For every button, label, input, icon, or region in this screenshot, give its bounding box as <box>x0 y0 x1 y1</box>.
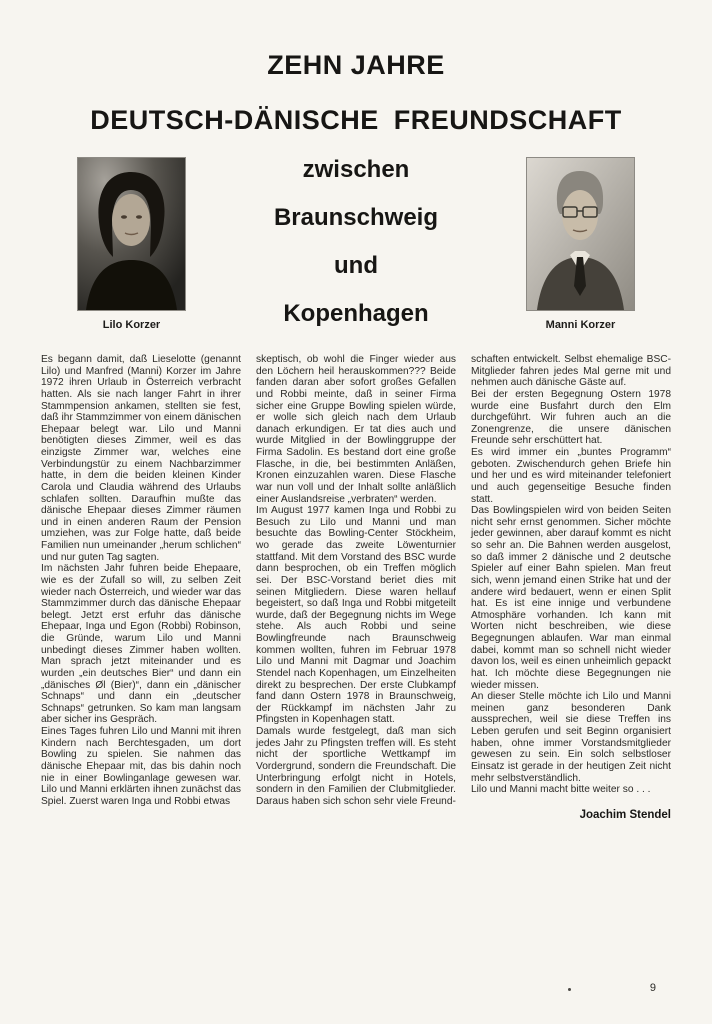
text-column-3 <box>471 354 671 822</box>
subtitle-stack <box>185 158 527 326</box>
scan-artifact-dot <box>568 988 571 991</box>
photo-manni <box>527 158 634 331</box>
text-column-2 <box>256 354 456 822</box>
article-body <box>0 354 712 822</box>
photo-lilo <box>78 158 185 331</box>
subtitle-kopenhagen: Kopenhagen <box>283 300 429 327</box>
article-title-line2: DEUTSCH-DÄNISCHE FREUNDSCHAFT <box>90 105 622 135</box>
portrait-photo-lilo <box>78 158 185 310</box>
text-column-1 <box>41 354 241 822</box>
intro-section <box>0 136 712 340</box>
portrait-photo-manni <box>527 158 634 310</box>
paragraph: Im nächsten Jahr fuhren beide Ehepaare, wie es der Zufall so will, zu selben Zeit wieder nach Österreich, und wieder war das Stammzimmer durch das dänische Ehepaar belegt. Jetzt erst erfuhr das dänische Ehepaar, Inga und Egon (Robbi) Robinson, die Gründe, warum Lilo und Manni unbedingt dieses Zimmer haben wollten. Man sprach jetzt miteinander und es wurden „ein deutsches Bier“ und dann ein „dänisches Øl (Bier)“, dann ein „dänischer Schnaps“ und dann ein „deutscher Schnaps“ getrunken. So kam man langsam aber sicher ins Gespräch. <box>41 563 241 726</box>
article-title-line1: ZEHN JAHRE <box>267 50 445 80</box>
woman-portrait-illustration <box>78 158 185 310</box>
subtitle-und: und <box>334 252 378 279</box>
paragraph: Es wird immer ein „buntes Programm“ geboten. Zwischendurch gehen Briefe hin und her und es wird miteinander telefoniert und auch gegenseitige Besuche finden statt. <box>471 447 671 505</box>
paragraph: Lilo und Manni macht bitte weiter so . . . <box>471 784 651 796</box>
paragraph: An dieser Stelle möchte ich Lilo und Manni meinen ganz besonderen Dank aussprechen, weil sie diese Treffen ins Leben gerufen und seit Beginn organisiert haben, ohne immer Vorstandsmitglieder gewesen zu sein. Ein solch selbstloser Einsatz ist gerade in der heutigen Zeit nicht mehr selbstverständlich. <box>471 691 671 784</box>
article-header <box>0 0 712 136</box>
man-portrait-illustration <box>527 158 634 310</box>
paragraph: Es begann damit, daß Lieselotte (genannt Lilo) und Manfred (Manni) Korzer im Jahre 1972 ihren Urlaub in Österreich verbracht hatten. Als sie nach langer Fahrt in ihrer Stammpension ankamen, stellten sie fest, daß ihr Stammzimmer von einem dänischen Ehepaar belegt war. Lilo und Manni benötigten dieses Zimmer, weil es das einzigste Zimmer war, welches eine Verbindungstür zu einem Nachbarzimmer hatte, in dem die beiden kleinen Kinder Carola und Claudia während des Urlaubs schlafen sollten. Daraufhin mußte das dänische Ehepaar dieses Zimmer räumen und in einen anderen Raum der Pension umziehen, was zur Folge hatte, daß beide Familien nun umeinander „herum schlichen“ und nur guten Tag sagten. <box>41 354 241 563</box>
page-number: 9 <box>649 982 656 994</box>
subtitle-zwischen: zwischen <box>302 156 410 183</box>
subtitle-braunschweig: Braunschweig <box>273 204 439 231</box>
paragraph: Eines Tages fuhren Lilo und Manni mit ihren Kindern nach Berchtesgaden, um dort Bowling zu spielen. Sie nahmen das dänische Ehepaar mit, das bis dahin noch nie in einer Bowlinganlage gewesen war. Lilo und Manni erklärten ihnen zunächst das Spiel. Zuerst waren Inga und Robbi etwas <box>41 726 241 807</box>
photo-lilo-caption: Lilo Korzer <box>102 319 161 331</box>
paragraph: schaften entwickelt. Selbst ehemalige BSC-Mitglieder fahren jedes Mal gerne mit und nehmen auch dänische Gäste auf. <box>471 354 671 389</box>
paragraph: Bei der ersten Begegnung Ostern 1978 wurde eine Busfahrt durch den Elm durchgeführt. Wir fuhren auch an die Zonengrenze, die unsere dänischen Freunde sehr erschüttert hat. <box>471 388 671 447</box>
author-signature: Joachim Stendel <box>579 808 671 821</box>
paragraph: skeptisch, ob wohl die Finger wieder aus den Löchern heil herauskommen??? Beide fanden daran aber sofort großes Gefallen und Robbi meinte, daß in seiner Firma sicher eine Gruppe Bowling spielen würde, er wolle sich gleich nach dem Urlaub danach erkundigen. Er tat dies auch und wurde Mitglied in der Bowlinggruppe der Firma Sadolin. Es bestand dort eine große Flasche, in die, bei bestimmten Anläßen, Kronen einzuzahlen waren. Diese Flasche war nun voll und der Inhalt sollte anläßlich einer Auslandsreise „verbraten“ werden. <box>256 354 456 505</box>
photo-manni-caption: Manni Korzer <box>545 319 616 331</box>
paragraph: Im August 1977 kamen Inga und Robbi zu Besuch zu Lilo und Manni und man besuchte das Bowling-Center Stöckheim, wo gerade das zweite Löwenturnier stattfand. Mit dem Vorstand des BSC wurde dann besprochen, ob ein Treffen möglich sei. Der BSC-Vorstand beriet dies mit seinen Mitgliedern. Diese waren hellauf begeistert, so daß Inga und Robbi mitgeteilt wurde, daß der Begegnung nichts im Wege stehe. Als auch Robbi und seine Bowlingfreunde nach Braunschweig kommen wollten, fuhren im Februar 1978 Lilo und Manni mit Dagmar und Joachim Stendel nach Kopenhagen, um Einzelheiten direkt zu besprechen. Der erste Clubkampf fand dann Ostern 1978 in Braunschweig, der Rückkampf im nächsten Jahr zu Pfingsten in Kopenhagen statt. <box>256 505 456 726</box>
paragraph: Das Bowlingspielen wird von beiden Seiten nicht sehr ernst genommen. Sicher möchte jeder gewinnen, aber darauf kommt es nicht so sehr an. Die Bahnen werden ausgelost, so daß immer 2 dänische und 2 deutsche Spieler auf einer Bahn spielen. Man freut sich, wenn jemand einen Strike hat und der andere wird bedauert, wenn er einen Split hat. Es ist eine innige und verbundene Atmosphäre vorhanden. Ich kann mit Worten nicht beschreiben, wie diese Begegnungen ablaufen. War man einmal dabei, kommt man so schnell nicht wieder davon los, weil es einen unheimlich gepackt hat. Ich möchte diese Begegnungen nie wieder missen. <box>471 505 671 691</box>
paragraph: Damals wurde festgelegt, daß man sich jedes Jahr zu Pfingsten treffen will. Es steht nicht der sportliche Wettkampf im Vordergrund, sondern die Freundschaft. Die Unterbringung erfolgt nicht in Hotels, sondern in den Familien der Clubmitglieder. Daraus haben sich schon sehr viele Freund- <box>256 726 456 807</box>
